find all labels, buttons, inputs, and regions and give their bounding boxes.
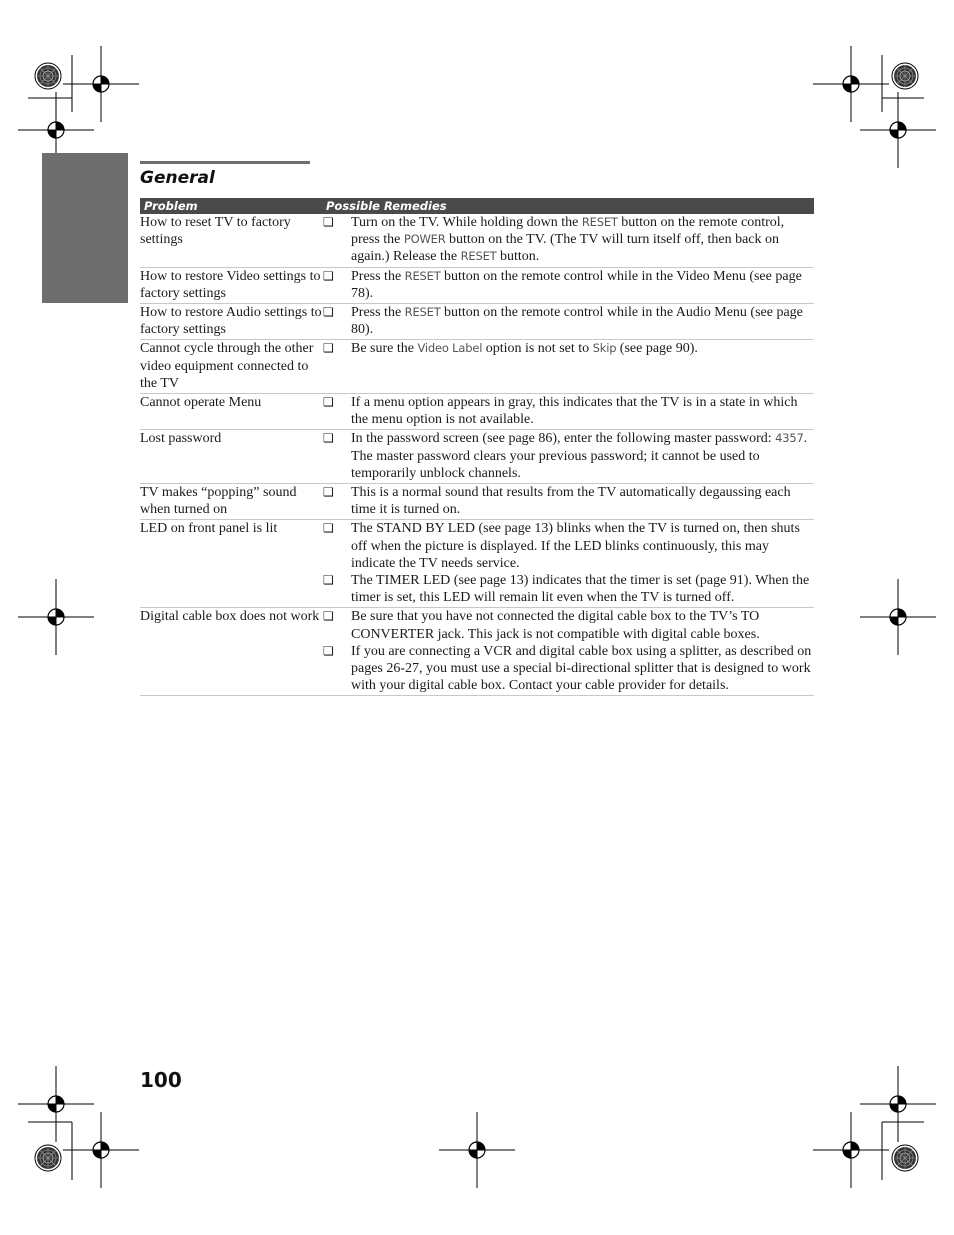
remedy-text bbox=[351, 608, 814, 642]
remedy-text-segment: This is a normal sound that results from the TV automatically degaussing each time it is turned on. bbox=[351, 485, 791, 518]
ballot-box-icon: ❏ bbox=[323, 609, 334, 624]
ballot-box-icon: ❏ bbox=[323, 643, 334, 658]
remedy-text-segment: Press the bbox=[351, 268, 405, 284]
registration-mark-icon bbox=[813, 1112, 889, 1188]
page-number: 100 bbox=[140, 1068, 182, 1092]
registration-mark-icon bbox=[63, 46, 139, 122]
problem-cell: How to restore Audio settings to factory settings bbox=[140, 305, 322, 338]
troubleshooting-table bbox=[140, 198, 814, 696]
remedy-text-segment: If a menu option appears in gray, this indicates that the TV is in a state in which the menu option is not available. bbox=[351, 395, 798, 428]
registration-mark-icon bbox=[439, 1112, 515, 1188]
remedy-text-segment: Press the bbox=[351, 305, 405, 321]
section-rule bbox=[140, 161, 310, 164]
registration-mark-icon bbox=[860, 579, 936, 655]
remedy-text bbox=[351, 214, 814, 266]
table-row bbox=[140, 214, 814, 268]
registration-mark-icon bbox=[892, 1145, 918, 1171]
remedies-cell bbox=[322, 394, 814, 428]
registration-mark-icon bbox=[35, 63, 61, 89]
remedy-item bbox=[322, 268, 814, 302]
remedy-text-segment: The STAND BY LED (see page 13) blinks when the TV is turned on, then shuts off when the picture is displayed. If the LED blinks continuously, this may indicate the TV needs service. bbox=[351, 521, 800, 571]
remedy-item bbox=[322, 430, 814, 482]
remedy-text bbox=[351, 572, 814, 606]
remedy-text bbox=[351, 430, 814, 482]
table-row bbox=[140, 340, 814, 394]
problem-cell: Digital cable box does not work bbox=[140, 609, 320, 625]
registration-mark-icon bbox=[892, 63, 918, 89]
remedies-cell bbox=[322, 484, 814, 518]
remedy-text-segment: button on the remote control while in the Audio Menu (see page 80). bbox=[351, 305, 803, 338]
table-row bbox=[140, 304, 814, 340]
registration-mark-icon bbox=[813, 46, 889, 122]
table-row bbox=[140, 394, 814, 430]
remedy-text bbox=[351, 394, 814, 428]
problem-cell: Lost password bbox=[140, 431, 222, 447]
ballot-box-icon: ❏ bbox=[323, 215, 334, 229]
remedy-text-segment: button on the remote control, press the bbox=[351, 215, 785, 248]
problem-cell: How to restore Video settings to factory settings bbox=[140, 268, 321, 301]
table-header bbox=[140, 198, 814, 214]
menu-keyword: RESET bbox=[404, 305, 441, 320]
table-body bbox=[140, 214, 814, 696]
remedy-text-segment: If you are connecting a VCR and digital cable box using a splitter, as described on pages 26-27, you must use a special bi-directional splitter that is designed to work with your digital cable box. Contact your cable provider for details. bbox=[351, 643, 812, 694]
remedy-text bbox=[351, 340, 814, 357]
remedy-text-segment: Turn on the TV. While holding down the bbox=[351, 215, 582, 230]
side-tab-label: Other Info bbox=[88, 327, 108, 426]
menu-keyword: RESET bbox=[460, 249, 497, 264]
section-title: General bbox=[140, 168, 215, 188]
remedy-text-segment: In the password screen (see page 86), enter the following master password: bbox=[351, 431, 776, 447]
ballot-box-icon: ❏ bbox=[323, 485, 334, 500]
menu-keyword: Skip bbox=[592, 341, 617, 356]
remedies-cell bbox=[322, 268, 814, 302]
registration-mark-icon bbox=[860, 92, 936, 168]
header-remedies: Possible Remedies bbox=[326, 199, 447, 213]
side-tab bbox=[42, 153, 128, 426]
problem-cell: Cannot operate Menu bbox=[140, 395, 262, 411]
remedy-item bbox=[322, 608, 814, 642]
remedies-cell bbox=[322, 340, 814, 392]
table-row bbox=[140, 520, 814, 608]
ballot-box-icon: ❏ bbox=[323, 268, 334, 283]
table-row bbox=[140, 430, 814, 484]
remedy-text-segment: . The master password clears your previous password; it cannot be used to temporarily unblock channels. bbox=[351, 431, 808, 481]
remedy-text-segment: option is not set to bbox=[482, 341, 593, 357]
remedy-item bbox=[322, 520, 814, 572]
registration-mark-icon bbox=[18, 1066, 94, 1142]
problem-cell: TV makes “popping” sound when turned on bbox=[140, 485, 297, 518]
ballot-box-icon: ❏ bbox=[323, 573, 334, 588]
remedy-text-segment: button. bbox=[496, 249, 540, 265]
remedies-cell bbox=[322, 430, 814, 482]
remedy-text-segment: button on the TV. (The TV will turn itself off, then back on again.) Release the bbox=[351, 232, 780, 265]
remedy-item bbox=[322, 394, 814, 428]
ballot-box-icon: ❏ bbox=[323, 305, 334, 320]
remedy-item bbox=[322, 340, 814, 357]
remedy-item bbox=[322, 643, 814, 695]
menu-keyword: RESET bbox=[581, 215, 618, 229]
remedy-text-segment: The TIMER LED (see page 13) indicates that the timer is set (page 91). When the timer is set, this LED will remain lit even when the TV is turned off. bbox=[351, 573, 810, 606]
remedies-cell bbox=[322, 304, 814, 338]
remedy-item bbox=[322, 572, 814, 606]
remedy-text bbox=[351, 304, 814, 338]
remedy-item bbox=[322, 214, 814, 266]
table-row bbox=[140, 268, 814, 304]
remedies-cell bbox=[322, 608, 814, 694]
ballot-box-icon: ❏ bbox=[323, 341, 334, 356]
registration-mark-icon bbox=[63, 1112, 139, 1188]
remedy-text-segment: Be sure the bbox=[351, 341, 418, 357]
remedy-text-segment: (see page 90). bbox=[616, 341, 698, 357]
remedies-cell bbox=[322, 214, 814, 266]
ballot-box-icon: ❏ bbox=[323, 521, 334, 536]
remedy-text-segment: button on the remote control while in the Video Menu (see page 78). bbox=[351, 268, 802, 301]
remedies-cell bbox=[322, 520, 814, 606]
remedy-item bbox=[322, 304, 814, 338]
ballot-box-icon: ❏ bbox=[323, 431, 334, 446]
menu-keyword: POWER bbox=[403, 232, 446, 247]
remedy-text bbox=[351, 643, 814, 695]
table-row bbox=[140, 608, 814, 696]
problem-cell: LED on front panel is lit bbox=[140, 521, 278, 537]
problem-cell: Cannot cycle through the other video equipment connected to the TV bbox=[140, 341, 314, 391]
remedy-text bbox=[351, 268, 814, 302]
problem-cell: How to reset TV to factory settings bbox=[140, 215, 291, 248]
remedy-text-segment: Be sure that you have not connected the digital cable box to the TV’s TO CONVERTER jack. This jack is not compatible with digital cable boxes. bbox=[351, 609, 760, 642]
registration-mark-icon bbox=[18, 579, 94, 655]
table-row bbox=[140, 484, 814, 520]
registration-mark-icon bbox=[35, 1145, 61, 1171]
ballot-box-icon: ❏ bbox=[323, 395, 334, 410]
registration-mark-icon bbox=[860, 1066, 936, 1142]
menu-keyword: RESET bbox=[404, 268, 441, 283]
menu-keyword: Video Label bbox=[417, 341, 483, 356]
remedy-text bbox=[351, 520, 814, 572]
header-problem: Problem bbox=[144, 199, 198, 213]
menu-keyword: 4357 bbox=[775, 431, 804, 446]
remedy-text bbox=[351, 484, 814, 518]
remedy-item bbox=[322, 484, 814, 518]
